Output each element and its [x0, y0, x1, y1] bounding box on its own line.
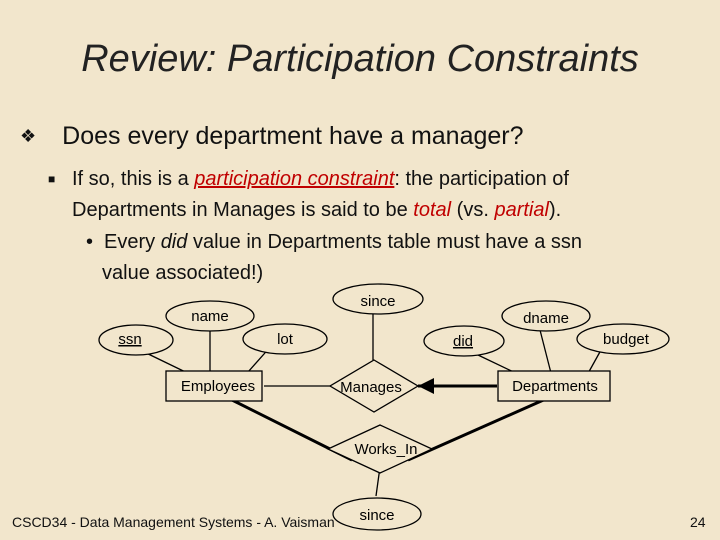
budget-label: budget: [603, 331, 649, 348]
works-in-label: Works_In: [354, 441, 418, 458]
text-fragment: ).: [548, 199, 562, 222]
page-number: 24: [690, 514, 706, 530]
lot-label: lot: [277, 331, 293, 348]
dname-label: dname: [523, 310, 569, 327]
square-bullet-icon: ■: [48, 172, 56, 187]
arrow-head-icon: [418, 378, 434, 394]
text-fragment: value associated!): [102, 262, 264, 284]
departments-label: Departments: [512, 378, 598, 395]
manages-label: Manages: [340, 379, 402, 396]
slide-title: Review: Participation Constraints: [81, 38, 639, 80]
text-fragment: value in Departments table must have a ssn: [187, 231, 583, 253]
did-term: did: [160, 231, 188, 253]
participation-constraint-term: participation constraint: [194, 168, 395, 190]
did-label: did: [452, 333, 474, 350]
total-term: total: [413, 199, 452, 222]
footer-text: CSCD34 - Data Management Systems - A. Vaisman: [12, 514, 335, 530]
ssn-label: ssn: [118, 331, 142, 348]
since-bottom-label: since: [359, 507, 395, 524]
diamond-bullet-icon: ❖: [20, 126, 37, 146]
name-label: name: [191, 308, 229, 325]
text-fragment: If so, this is a: [72, 168, 195, 190]
dot-bullet-icon: •: [86, 231, 94, 253]
partial-term: partial: [494, 199, 549, 222]
text-fragment: : the participation of: [394, 168, 569, 190]
text-fragment: (vs.: [451, 199, 495, 222]
employees-label: Employees: [180, 378, 256, 395]
main-bullet-text: Does every department have a manager?: [62, 122, 524, 150]
text-fragment: Every: [104, 231, 161, 253]
since-top-label: since: [360, 293, 396, 310]
text-fragment: Departments in Manages is said to be: [72, 199, 414, 222]
